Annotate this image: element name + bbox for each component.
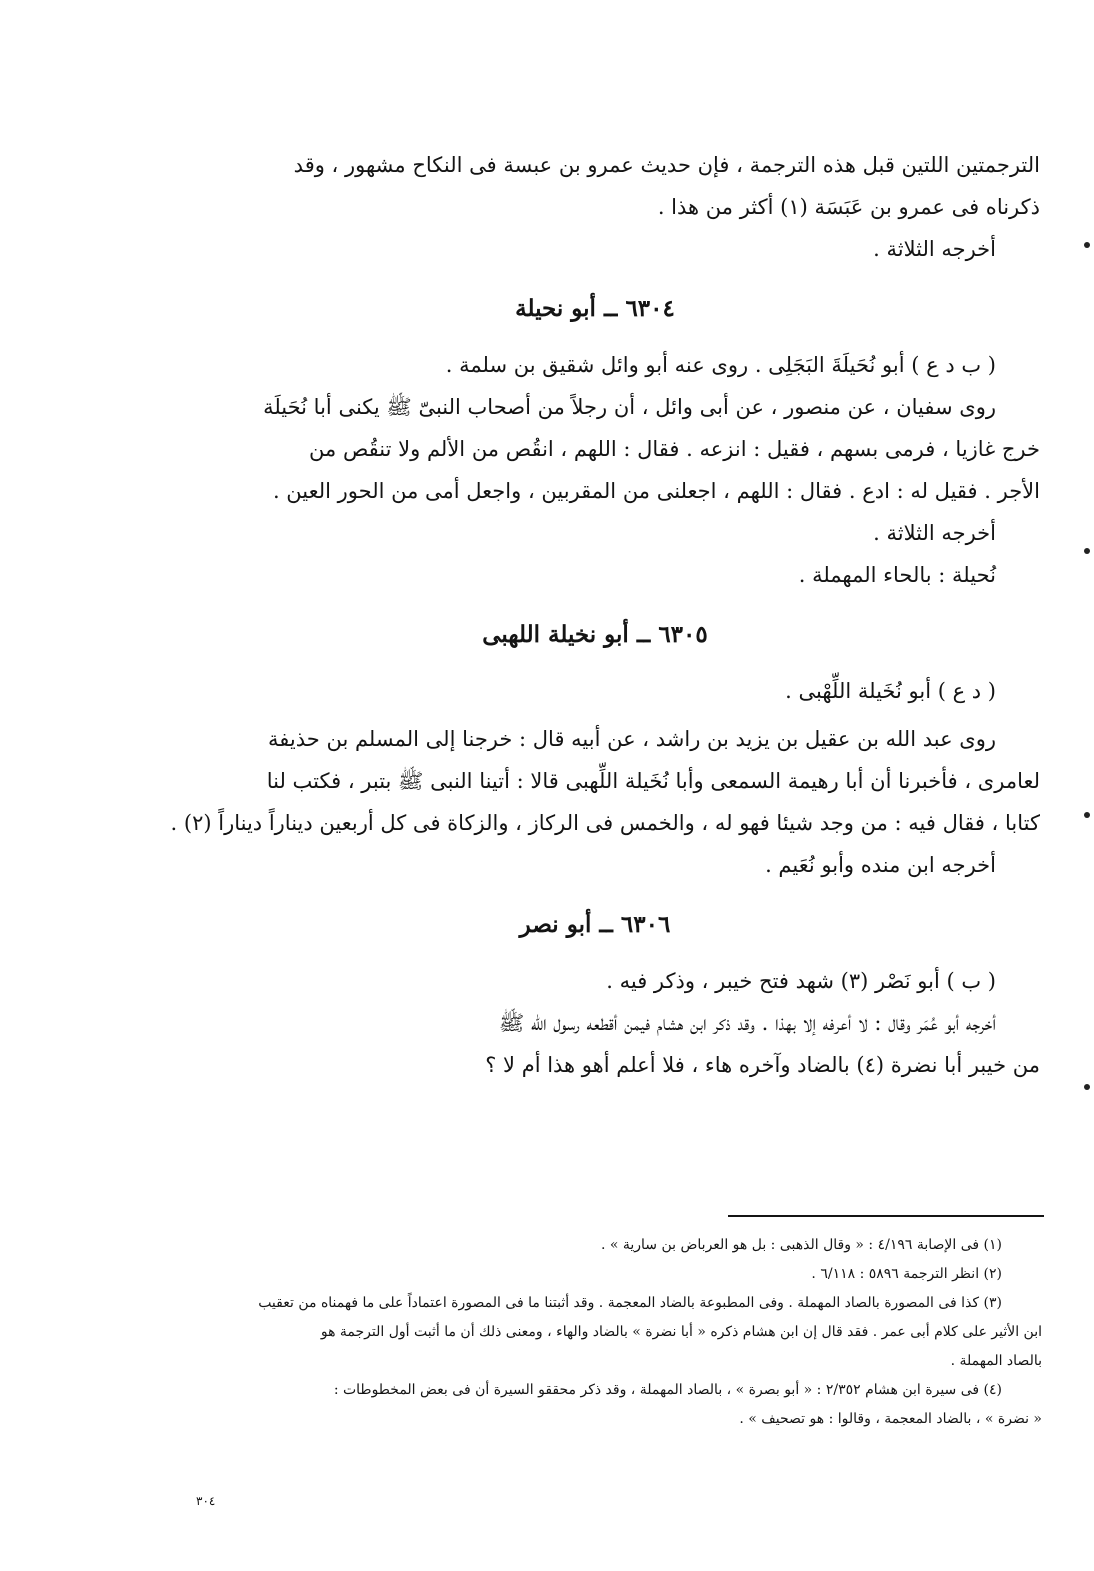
text-line: الأجر . فقيل له : ادع . فقال : اللهم ، اجعلنى من المقربين ، واجعل أمى من الحور العين . [272,479,1040,503]
text-line: من خيبر أبا نضرة (٤) بالضاد وآخره هاء ، فلا أعلم أهو هذا أم لا ؟ [485,1053,1040,1077]
entry-title-6304: ٦٣٠٤ ــ أبو نحيلة [515,295,675,322]
text-line: أخرجه أبو عُمَر وقال : لا أعرفه إلا بهذا . وقد ذكر ابن هشام فيمن أقطعه رسول الله ﷺ [498,1011,996,1035]
footnote: (٣) كذا فى المصورة بالصاد المهملة . وفى المطبوعة بالضاد المعجمة . وقد أثبتنا ما فى المصورة اعتماداً على ما فهمناه من تعقيب [258,1295,1002,1311]
footnote-continuation: بالصاد المهملة . [950,1353,1042,1369]
scan-speck [1084,812,1090,818]
scan-speck [1084,1084,1090,1090]
page-number: ٣٠٤ [196,1494,216,1508]
text-line: أخرجه الثلاثة . [873,237,996,261]
text-line: خرج غازيا ، فرمى بسهم ، فقيل : انزعه . فقال : اللهم ، انقُص من الألم ولا تنقُص من [309,437,1040,461]
text-line: أخرجه ابن منده وأبو نُعَيم . [765,853,996,877]
footnote-continuation: « نضرة » ، بالضاد المعجمة ، وقالوا : هو تصحيف » . [739,1411,1042,1427]
footnote-divider [728,1215,1044,1217]
text-line: كتابا ، فقال فيه : من وجد شيئا فهو له ، والخمس فى الركاز ، والزكاة فى كل أربعين ديناراً ديناراً (٢) . [170,811,1040,835]
document-body [150,148,1040,1090]
text-line: ( ب د ع ) أبو نُحَيلَةَ البَجَلِى . روى عنه أبو وائل شقيق بن سلمة . [445,353,996,377]
scan-speck [1084,242,1090,248]
footnotes [150,1232,1042,1435]
footnote: (٤) فى سيرة ابن هشام ٢/٣٥٢ : « أبو بصرة » ، بالصاد المهملة ، وقد ذكر محققو السيرة أن فى بعض المخطوطات : [333,1382,1002,1398]
scan-speck [1084,548,1090,554]
footnote-continuation: ابن الأثير على كلام أبى عمر . فقد قال إن ابن هشام ذكره « أبا نضرة » بالضاد والهاء ، ومعنى ذلك أن ما أثبت أول الترجمة هو [320,1324,1042,1340]
entry-title-6305: ٦٣٠٥ ــ أبو نخيلة اللهبى [482,621,708,648]
text-line: ( ب ) أبو نَصْر (٣) شهد فتح خيبر ، وذكر فيه . [606,969,996,993]
text-line: الترجمتين اللتين قبل هذه الترجمة ، فإن حديث عمرو بن عبسة فى النكاح مشهور ، وقد [293,153,1040,177]
text-line: روى سفيان ، عن منصور ، عن أبى وائل ، أن رجلاً من أصحاب النبىّ ﷺ يكنى أبا نُحَيلَة [263,395,996,419]
footnote: (١) فى الإصابة ٤/١٩٦ : « وقال الذهبى : بل هو العرباض بن سارية » . [600,1237,1002,1253]
footnote: (٢) انظر الترجمة ٥٨٩٦ : ٦/١١٨ . [811,1266,1002,1282]
text-line: نُحيلة : بالحاء المهملة . [798,563,996,587]
text-line: ( د ع ) أبو نُخَيلة اللِّهْبى . [785,679,996,703]
text-line: روى عبد الله بن عقيل بن يزيد بن راشد ، عن أبيه قال : خرجنا إلى المسلم بن حذيفة [268,727,996,751]
text-line: ذكرناه فى عمرو بن عَبَسَة (١) أكثر من هذا . [657,195,1040,219]
text-line: لعامرى ، فأخبرنا أن أبا رهيمة السمعى وأبا نُخَيلة اللِّهبى قالا : أتينا النبى ﷺ بتبر ، فكتب لنا [266,769,1040,793]
text-line: أخرجه الثلاثة . [873,521,996,545]
entry-title-6306: ٦٣٠٦ ــ أبو نصر [519,911,671,938]
